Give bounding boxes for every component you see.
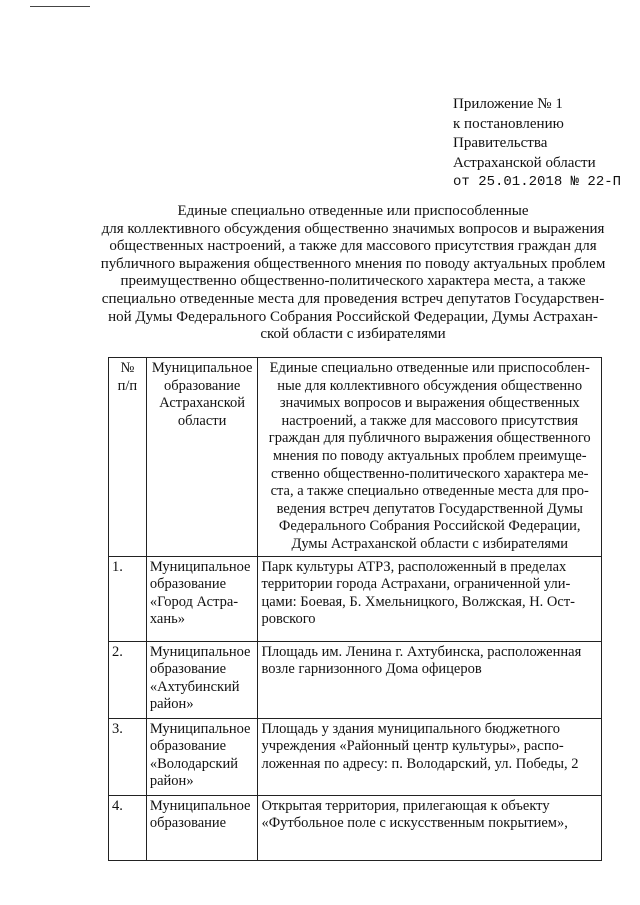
header-place-line: ственно общественно-политического характера ме-: [270, 465, 589, 482]
appendix-line: к постановлению: [453, 115, 564, 132]
row-municipality: [146, 718, 258, 795]
row-num: 2.: [109, 641, 147, 718]
header-place-line: ные для коллективного обсуждения общественно: [277, 377, 583, 394]
place-line: территории города Астрахани, ограниченной ули-: [261, 576, 571, 593]
header-place-line: ста, а также специально отведенные места для про-: [270, 483, 589, 500]
header-municipality: [146, 358, 258, 557]
municipality-line: Муниципальное: [149, 643, 251, 660]
municipality-line: образование: [149, 815, 227, 832]
header-place-line: Федерального Собрания Российской Федерации,: [278, 518, 581, 535]
row-municipality: [146, 556, 258, 641]
municipality-line: хань»: [149, 611, 185, 628]
municipality-line: Муниципальное: [149, 797, 251, 814]
title-line: ной Думы Федерального Собрания Российской Федерации, Думы Астрахан-: [108, 308, 598, 325]
municipality-line: «Ахтубинский: [149, 678, 240, 695]
municipality-line: район»: [149, 773, 194, 790]
place-line: ложенная по адресу: п. Володарский, ул. Победы, 2: [261, 755, 579, 772]
place-line: цами: Боевая, Б. Хмельницкого, Волжская, Н. Ост-: [261, 593, 576, 610]
row-municipality: [146, 795, 258, 860]
place-line: учреждения «Районный центр культуры», распо-: [261, 738, 564, 755]
municipality-line: Муниципальное: [149, 558, 251, 575]
municipality-line: образование: [149, 661, 227, 678]
appendix-line: Астраханской области: [453, 154, 596, 171]
header-place-line: значимых вопросов и выражения общественных: [279, 395, 580, 412]
title-line: публичного выражения общественного мнения по поводу актуальных проблем: [100, 255, 606, 272]
title-line: для коллективного обсуждения общественно значимых вопросов и выражения: [101, 220, 605, 237]
row-place: [258, 556, 602, 641]
header-place-line: настроений, а также для массового присутствия: [281, 412, 578, 429]
row-num: 3.: [109, 718, 147, 795]
municipality-line: «Володарский: [149, 755, 238, 772]
header-municipality-line: Астраханской: [159, 395, 246, 412]
municipality-line: «Город Астра-: [149, 593, 239, 610]
title-line: ской области с избирателями: [260, 326, 446, 343]
header-place-line: ведения встреч депутатов Государственной Думы: [276, 500, 583, 517]
table-header-row: [109, 358, 602, 557]
row-place: [258, 641, 602, 718]
municipality-line: Муниципальное: [149, 720, 251, 737]
header-place-line: Думы Астраханской области с избирателями: [291, 535, 569, 552]
header-place: [258, 358, 602, 557]
place-line: возле гарнизонного Дома офицеров: [261, 661, 482, 678]
row-place: [258, 718, 602, 795]
places-table: [108, 357, 602, 861]
row-num: 1.: [109, 556, 147, 641]
document-title: [96, 203, 610, 344]
row-num: 4.: [109, 795, 147, 860]
place-line: Парк культуры АТРЗ, расположенный в пределах: [261, 558, 567, 575]
table-row: [109, 556, 602, 641]
appendix-line: Приложение № 1: [453, 96, 563, 112]
title-line: Единые специально отведенные или приспособленные: [177, 203, 529, 219]
header-municipality-line: образование: [164, 377, 241, 394]
header-place-line: мнения по поводу актуальных проблем преимуще-: [272, 447, 587, 464]
place-line: ровского: [261, 611, 316, 628]
appendix-line: Правительства: [453, 135, 548, 151]
table-row: [109, 718, 602, 795]
row-municipality: [146, 641, 258, 718]
header-place-line: граждан для публичного выражения общественного: [268, 430, 591, 447]
municipality-line: образование: [149, 738, 227, 755]
municipality-line: образование: [149, 576, 227, 593]
row-place: [258, 795, 602, 860]
header-num: [109, 358, 147, 557]
appendix-date: от 25.01.2018 № 22-П: [453, 174, 622, 190]
place-line: Открытая территория, прилегающая к объекту: [261, 797, 550, 814]
place-line: «Футбольное поле с искусственным покрытием»,: [261, 815, 568, 832]
title-line: специально отведенные места для проведения встреч депутатов Государствен-: [101, 290, 605, 307]
header-municipality-line: области: [177, 412, 227, 429]
place-line: Площадь у здания муниципального бюджетного: [261, 720, 560, 737]
title-line: преимущественно общественно-политического характера места, а также: [120, 273, 586, 290]
header-municipality-line: Муниципальное: [151, 360, 253, 376]
municipality-line: район»: [149, 696, 194, 713]
header-place-line: Единые специально отведенные или приспособлен-: [269, 360, 590, 376]
title-line: общественных настроений, а также для массового присутствия граждан для: [109, 238, 597, 255]
appendix-block: [453, 95, 621, 193]
header-num-line: п/п: [117, 377, 138, 394]
top-rule: [30, 6, 90, 7]
table-row: [109, 641, 602, 718]
header-num-line: №: [120, 360, 135, 376]
place-line: Площадь им. Ленина г. Ахтубинска, расположенная: [261, 643, 582, 660]
table-row: [109, 795, 602, 860]
